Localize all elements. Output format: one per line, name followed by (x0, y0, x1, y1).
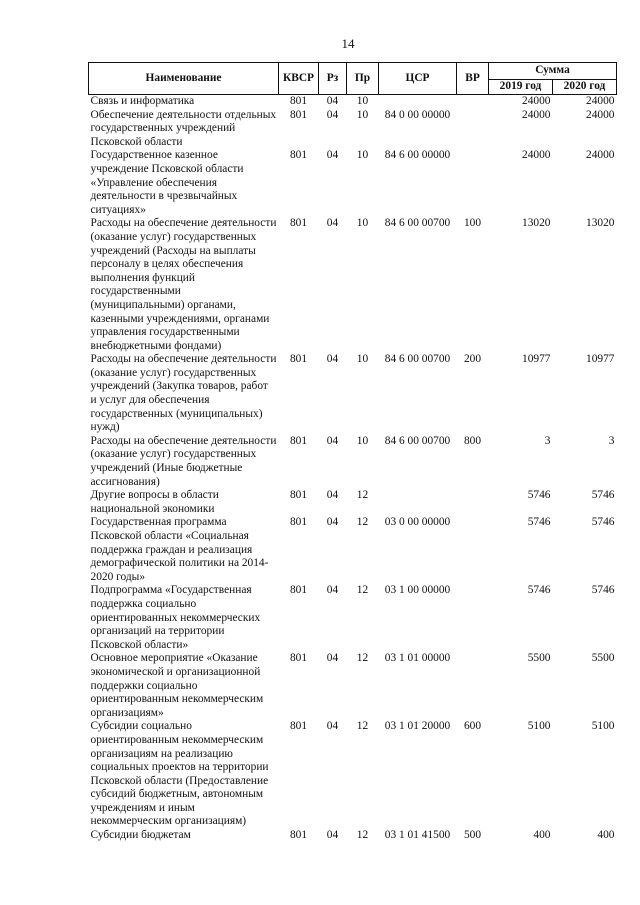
table-body (89, 95, 617, 843)
row-vr: 200 (463, 353, 482, 366)
row-rz: 04 (326, 489, 339, 502)
row-name: Расходы на обеспечение деятельности (оказание услуг) государственных учреждений (Закупка товаров, работ и услуг для обеспечения государственных (муниципальных) нужд) (90, 353, 277, 434)
row-kvsr: 801 (289, 217, 308, 230)
row-vr (457, 95, 489, 109)
row-sum-2019: 5500 (527, 652, 551, 665)
row-csr (379, 489, 457, 516)
row-sum-2019: 5100 (527, 720, 551, 733)
row-kvsr: 801 (289, 652, 308, 665)
row-kvsr: 801 (289, 353, 308, 366)
row-vr (457, 584, 489, 652)
row-vr (457, 109, 489, 150)
row-sum-2020: 400 (597, 829, 615, 842)
row-name: Другие вопросы в области национальной экономики (90, 489, 219, 515)
row-kvsr: 801 (289, 149, 308, 162)
row-csr: 03 1 01 41500 (384, 829, 451, 842)
row-name: Субсидии социально ориентированным некоммерческим организациям на реализацию социальных проектов на территории Псковской области (Предоставление субсидий бюджетным, автономным учреждениям и иным некоммерческим организациям) (90, 720, 269, 828)
row-vr: 600 (463, 720, 482, 733)
row-name: Расходы на обеспечение деятельности (оказание услуг) государственных учреждений (Расходы на выплаты персоналу в целях обеспечения выполнения функций государственными (муниципальными) органами, казенными учреждениями, органами управления государственными внебюджетными фондами) (90, 217, 277, 352)
header-rz: Рз (319, 63, 347, 95)
row-sum-2019: 24000 (522, 149, 551, 162)
table-row (89, 109, 617, 150)
row-rz: 04 (326, 516, 339, 529)
row-sum-2020: 24000 (586, 108, 615, 121)
budget-table (88, 62, 617, 843)
row-name: Обеспечение деятельности отдельных государственных учреждений Псковской области (90, 108, 277, 148)
row-rz: 04 (326, 652, 339, 665)
header-year-2019: 2019 год (489, 80, 553, 95)
row-sum-2019: 13020 (522, 217, 551, 230)
row-name: Расходы на обеспечение деятельности (оказание услуг) государственных учреждений (Иные бюджетные ассигнования) (90, 434, 277, 488)
row-pr: 12 (356, 516, 369, 529)
row-rz: 04 (326, 149, 339, 162)
row-sum-2020: 5746 (591, 516, 615, 529)
row-rz: 04 (326, 829, 339, 842)
row-kvsr: 801 (289, 516, 308, 529)
row-sum-2020: 5500 (591, 652, 615, 665)
row-name: Основное мероприятие «Оказание экономической и организационной поддержки социально ориентированным некоммерческим организациям» (90, 652, 264, 719)
header-name: Наименование (89, 63, 279, 95)
row-sum-2020: 3 (608, 434, 615, 447)
table-row (89, 584, 617, 652)
row-sum-2019: 400 (533, 829, 551, 842)
row-pr: 12 (356, 489, 369, 502)
row-sum-2020: 24000 (586, 149, 615, 162)
row-vr (457, 149, 489, 217)
row-name: Государственное казенное учреждение Псковской области «Управление обеспечения деятельности в чрезвычайных ситуациях» (90, 149, 244, 216)
row-pr: 12 (356, 720, 369, 733)
row-kvsr: 801 (289, 829, 308, 842)
row-kvsr: 801 (289, 720, 308, 733)
row-name: Субсидии бюджетам (90, 829, 191, 842)
header-csr: ЦСР (379, 63, 457, 95)
row-rz: 04 (326, 95, 339, 107)
row-pr: 12 (356, 829, 369, 842)
row-rz: 04 (326, 720, 339, 733)
row-rz: 04 (326, 353, 339, 366)
row-sum-2020: 13020 (586, 217, 615, 230)
row-pr: 10 (356, 149, 369, 162)
row-vr: 500 (463, 829, 482, 842)
row-csr: 84 0 00 00000 (384, 108, 451, 121)
row-name: Государственная программа Псковской области «Социальная поддержка граждан и реализация демографической политики на 2014-2020 годы» (90, 516, 269, 583)
row-pr: 10 (356, 353, 369, 366)
row-name: Подпрограмма «Государственная поддержка социально ориентированных некоммерческих организаций на территории Псковской области» (90, 584, 261, 651)
row-sum-2019: 3 (544, 434, 551, 447)
row-sum-2019: 5746 (527, 584, 551, 597)
row-rz: 04 (326, 108, 339, 121)
row-rz: 04 (326, 584, 339, 597)
row-pr: 10 (356, 434, 369, 447)
row-sum-2020: 5100 (591, 720, 615, 733)
row-csr: 03 0 00 00000 (384, 516, 451, 529)
row-kvsr: 801 (289, 108, 308, 121)
row-csr: 03 1 00 00000 (384, 584, 451, 597)
row-sum-2020: 5746 (591, 584, 615, 597)
header-kvsr: КВСР (279, 63, 319, 95)
row-sum-2019: 10977 (522, 353, 551, 366)
row-sum-2019: 5746 (527, 489, 551, 502)
row-kvsr: 801 (289, 434, 308, 447)
table-row (89, 829, 617, 843)
row-sum-2019: 24000 (522, 108, 551, 121)
row-sum-2020: 10977 (586, 353, 615, 366)
table-row (89, 435, 617, 489)
row-pr: 12 (356, 584, 369, 597)
row-sum-2020: 24000 (586, 95, 615, 107)
table-row (89, 516, 617, 584)
row-csr (379, 95, 457, 109)
row-csr: 84 6 00 00700 (384, 434, 451, 447)
row-csr: 03 1 01 00000 (384, 652, 451, 665)
row-csr: 84 6 00 00700 (384, 353, 451, 366)
header-sum: Сумма (489, 63, 617, 80)
table-row (89, 353, 617, 435)
header-year-2020: 2020 год (553, 80, 617, 95)
row-rz: 04 (326, 434, 339, 447)
row-vr (457, 516, 489, 584)
page-number: 14 (341, 36, 355, 51)
table-row (89, 95, 617, 109)
row-kvsr: 801 (289, 95, 308, 107)
row-pr: 10 (356, 217, 369, 230)
row-kvsr: 801 (289, 489, 308, 502)
row-pr: 12 (356, 652, 369, 665)
row-sum-2019: 5746 (527, 516, 551, 529)
row-pr: 10 (356, 108, 369, 121)
table-row (89, 149, 617, 217)
header-vr: ВР (457, 63, 489, 95)
row-sum-2020: 5746 (591, 489, 615, 502)
row-pr: 10 (356, 95, 369, 107)
table-header (89, 63, 617, 95)
table-row (89, 720, 617, 829)
row-csr: 03 1 01 20000 (384, 720, 451, 733)
row-sum-2019: 24000 (522, 95, 551, 107)
row-csr: 84 6 00 00700 (384, 217, 451, 230)
row-csr: 84 6 00 00000 (384, 149, 451, 162)
row-vr (457, 652, 489, 720)
table-row (89, 652, 617, 720)
row-vr: 100 (463, 217, 482, 230)
row-rz: 04 (326, 217, 339, 230)
row-vr: 800 (463, 434, 482, 447)
row-kvsr: 801 (289, 584, 308, 597)
table-row (89, 217, 617, 353)
row-name: Связь и информатика (90, 95, 195, 107)
header-pr: Пр (347, 63, 379, 95)
row-vr (457, 489, 489, 516)
table-row (89, 489, 617, 516)
